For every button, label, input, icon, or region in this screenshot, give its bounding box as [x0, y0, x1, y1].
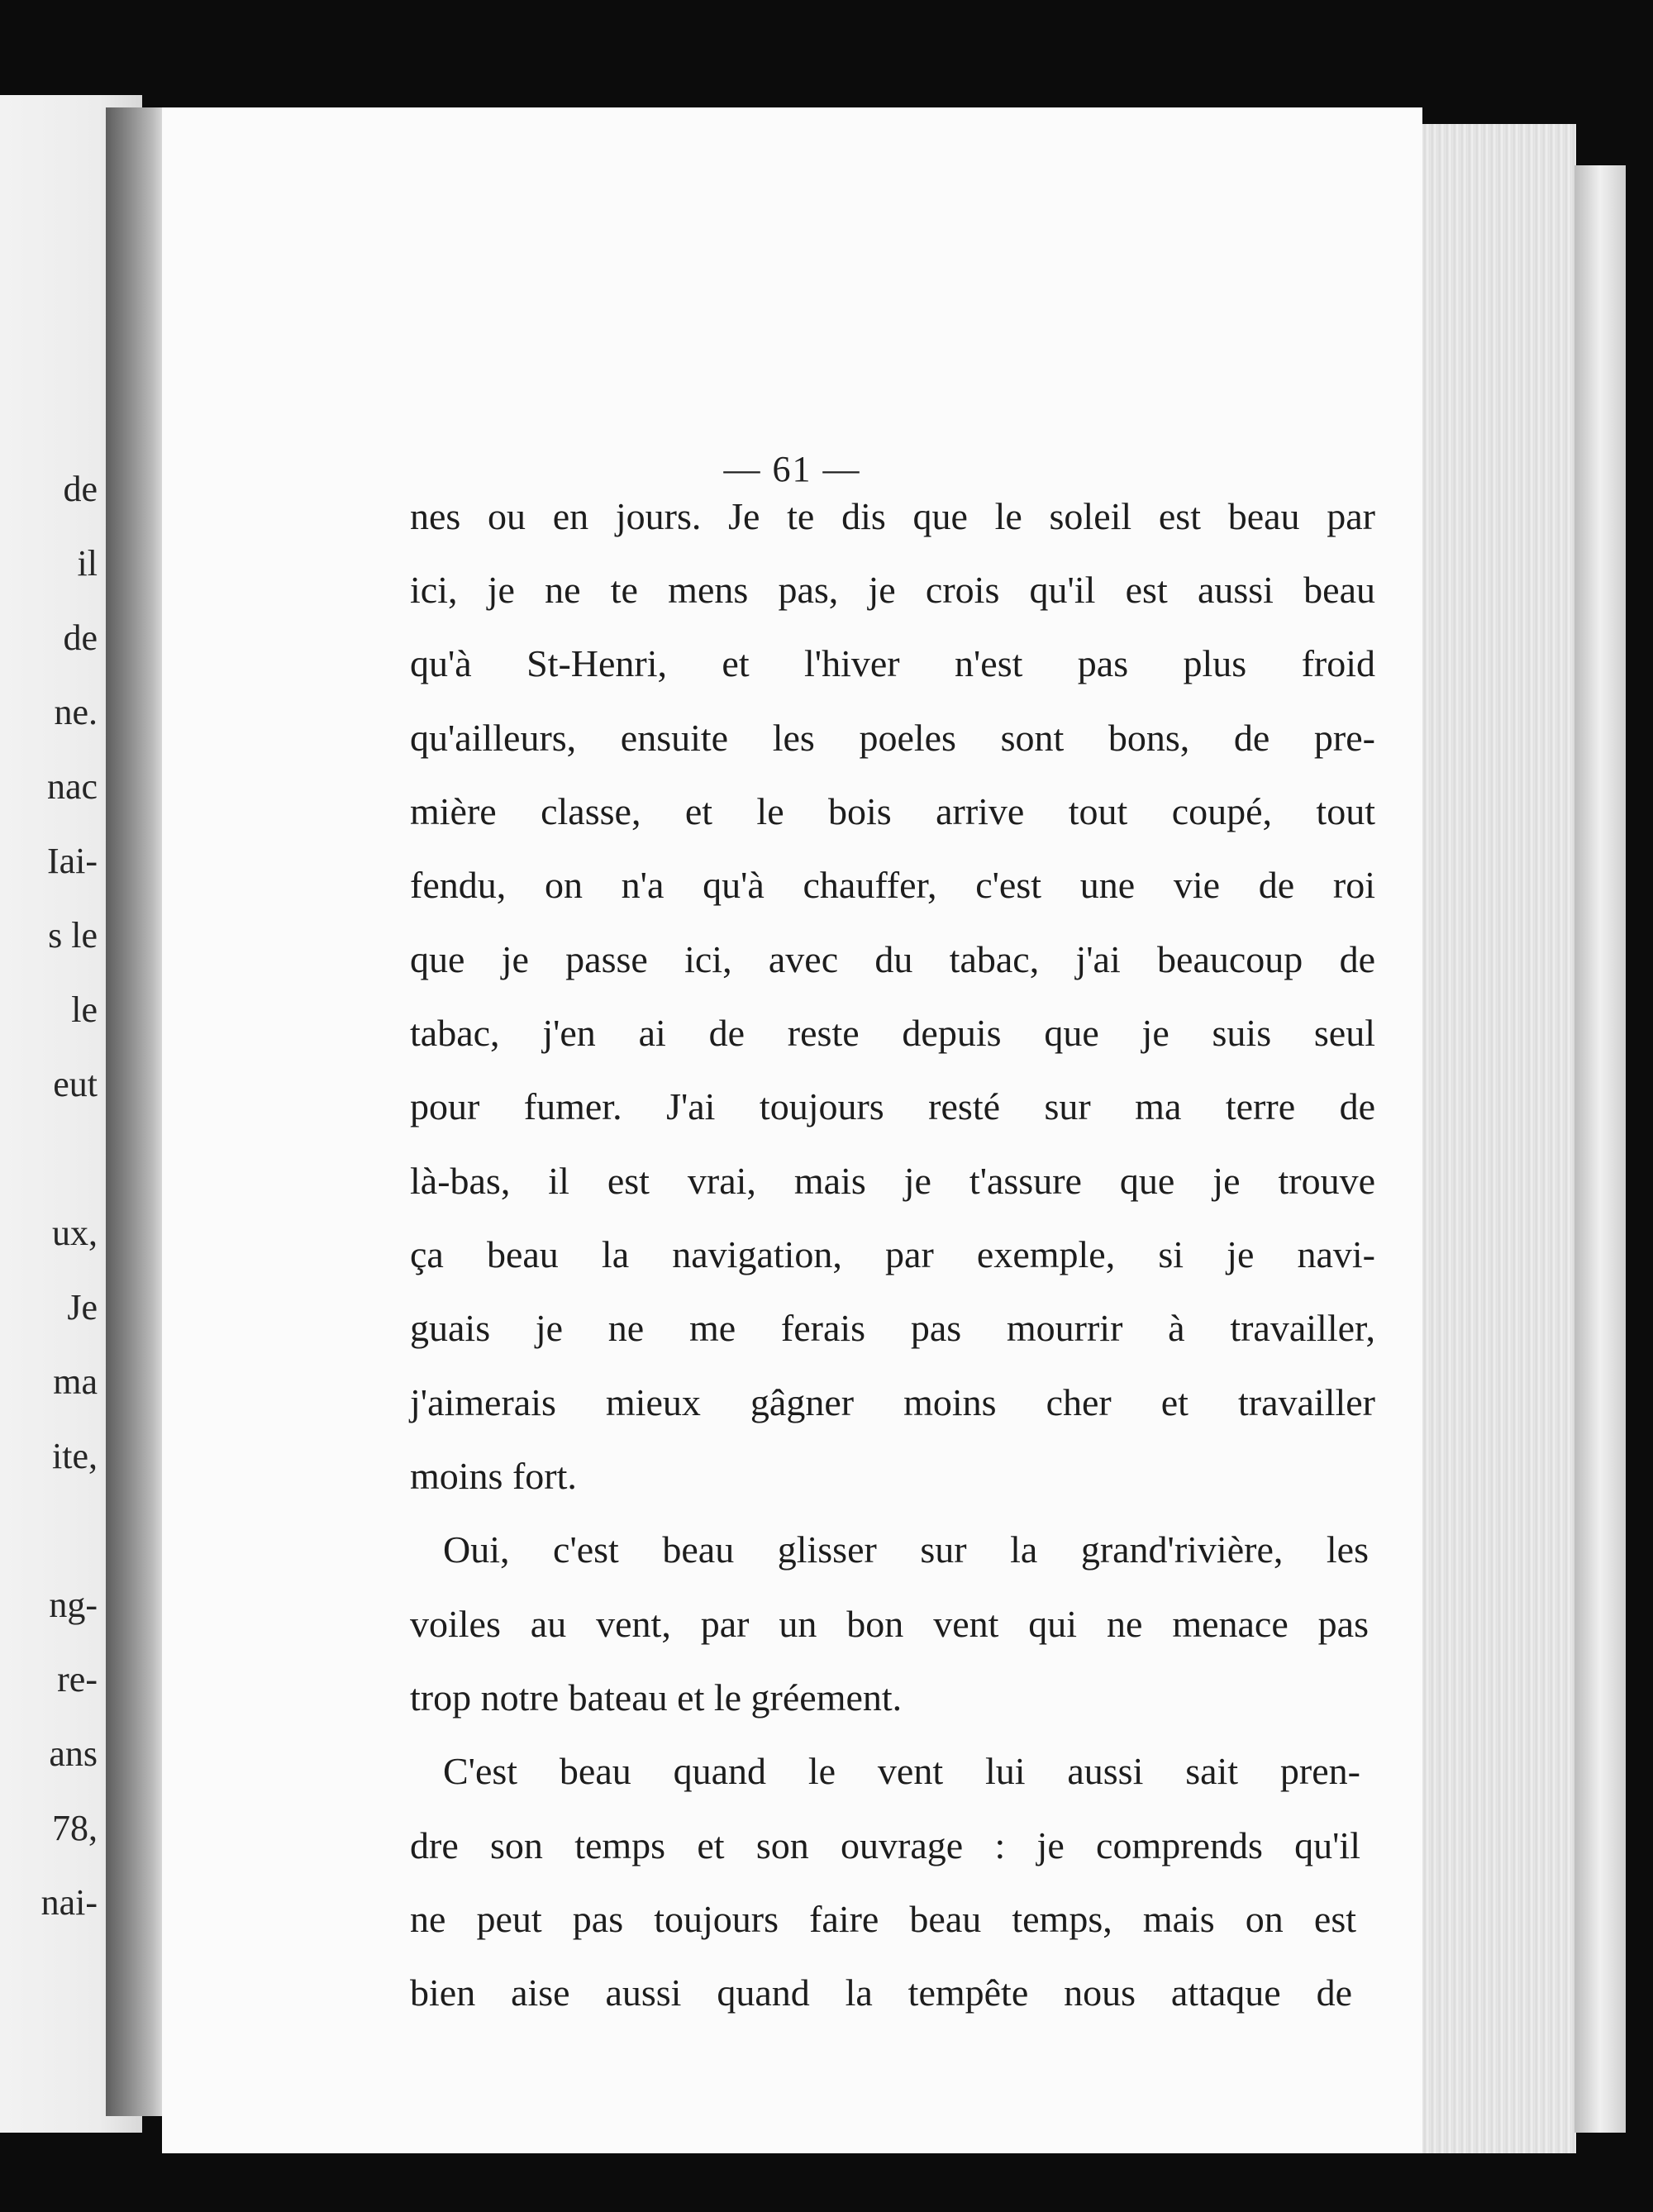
text-line: ici, je ne te mens pas, je crois qu'il est aussi beau: [410, 569, 1375, 611]
text-line: mière classe, et le bois arrive tout coupé, tout: [410, 790, 1375, 832]
text-line: dre son temps et son ouvrage : je comprends qu'il: [410, 1824, 1360, 1866]
right-page: [162, 107, 1422, 2153]
text-line: ça beau la navigation, par exemple, si je navi-: [410, 1233, 1375, 1275]
text-line: C'est beau quand le vent lui aussi sait pren-: [443, 1750, 1360, 1792]
page-block-edge: [1415, 124, 1576, 2153]
left-page-fragment: s le: [48, 915, 98, 956]
left-page-fragment: le: [71, 989, 98, 1030]
text-line: qu'ailleurs, ensuite les poeles sont bons, de pre-: [410, 717, 1375, 759]
text-line: Oui, c'est beau glisser sur la grand'rivière, les: [443, 1528, 1369, 1571]
left-page-fragment: 78,: [52, 1808, 98, 1848]
text-line: là-bas, il est vrai, mais je t'assure que je trouve: [410, 1160, 1375, 1202]
text-line: moins fort.: [410, 1455, 577, 1497]
left-page-fragment: ma: [53, 1361, 98, 1402]
text-line: fendu, on n'a qu'à chauffer, c'est une vie de roi: [410, 864, 1375, 906]
text-line: tabac, j'en ai de reste depuis que je suis seul: [410, 1012, 1375, 1054]
left-page-fragment: nai-: [40, 1882, 98, 1923]
page-number: — 61 —: [723, 449, 861, 489]
left-page-fragment: ite,: [52, 1436, 98, 1476]
left-page-fragment: Je: [67, 1287, 98, 1328]
text-line: j'aimerais mieux gâgner moins cher et travailler: [410, 1381, 1375, 1423]
text-line: que je passe ici, avec du tabac, j'ai beaucoup de: [410, 938, 1375, 980]
left-page-fragment: re-: [57, 1659, 98, 1700]
left-page-fragment: Iai-: [46, 841, 98, 881]
left-page-fragment: nac: [46, 766, 98, 807]
text-line: bien aise aussi quand la tempête nous attaque de: [410, 1971, 1352, 2014]
text-line: voiles au vent, par un bon vent qui ne menace pas: [410, 1603, 1369, 1645]
text-line: guais je ne me ferais pas mourrir à travailler,: [410, 1307, 1375, 1349]
left-page-fragment: de: [63, 617, 98, 658]
text-line: ne peut pas toujours faire beau temps, mais on est: [410, 1898, 1356, 1940]
left-page-fragment: ans: [49, 1733, 98, 1774]
text-line: pour fumer. J'ai toujours resté sur ma terre de: [410, 1085, 1375, 1127]
left-page-fragment: ne.: [54, 692, 98, 732]
book-cover-edge: [1574, 165, 1626, 2133]
left-page-fragment: de: [63, 469, 98, 509]
left-page-fragment: ux,: [52, 1213, 98, 1253]
text-line: nes ou en jours. Je te dis que le soleil est beau par: [410, 495, 1375, 537]
text-line: qu'à St-Henri, et l'hiver n'est pas plus froid: [410, 642, 1375, 684]
book-gutter-shadow: [106, 107, 164, 2116]
text-line: trop notre bateau et le gréement.: [410, 1676, 903, 1719]
left-page-fragment: ng-: [49, 1585, 98, 1625]
left-page-fragment: il: [77, 543, 98, 584]
left-page-fragment: eut: [53, 1064, 98, 1104]
